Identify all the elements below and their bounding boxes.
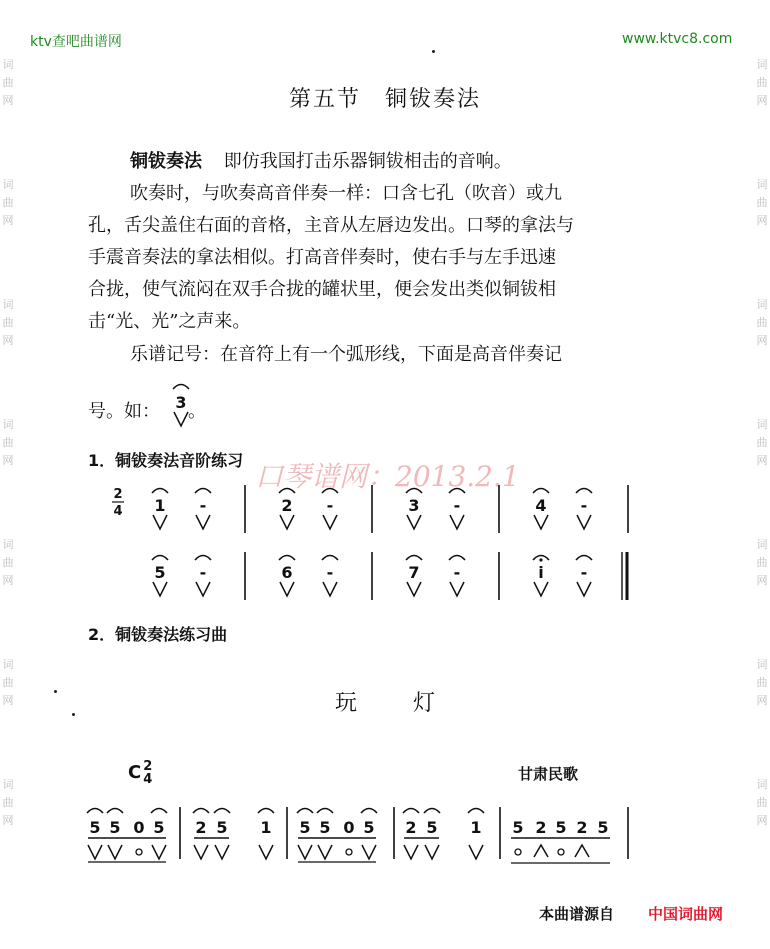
sidebar-glyph: 曲 <box>2 316 14 329</box>
sidebar-glyph: 网 <box>2 814 14 827</box>
song-v-mark <box>362 845 376 859</box>
song-v-mark <box>425 845 439 859</box>
header-right-site: www.ktvc8.com <box>622 31 733 47</box>
song-v-mark <box>152 845 166 859</box>
sidebar-glyph: 曲 <box>2 796 14 809</box>
sidebar-glyph: 网 <box>2 214 14 227</box>
sidebar-glyph: 词 <box>2 58 14 71</box>
ex1-row1-note: - <box>453 496 461 515</box>
footer-site: 中国词曲网 <box>648 905 724 923</box>
example-prefix: 号。如： <box>88 401 160 422</box>
sidebar-glyph: 曲 <box>756 556 768 569</box>
term-label: 铜钹奏法 <box>130 151 202 172</box>
ex1-high-dot <box>539 558 542 561</box>
ex1-row2-v-mark <box>280 582 294 596</box>
ex1-row1-arc <box>152 489 168 494</box>
ex1-row2-v-mark <box>407 582 421 596</box>
song-v-mark <box>469 845 483 859</box>
sidebar-glyph: 网 <box>756 814 768 827</box>
ex1-row1-v-mark <box>577 515 591 529</box>
ex1-row2-note: 7 <box>408 563 420 582</box>
ex1-row1-note: 2 <box>281 496 293 515</box>
song-note: 0 <box>343 818 355 837</box>
sidebar-glyph: 网 <box>756 214 768 227</box>
example-v-mark <box>174 412 188 426</box>
song-source: 甘肃民歌 <box>518 765 579 783</box>
body-line-1: 吹奏时，与吹奏高音伴奏一样：口含七孔（吹音）或九 <box>130 183 562 204</box>
song-note: 2 <box>576 818 588 837</box>
song-note: 5 <box>597 818 609 837</box>
song-arc <box>361 809 377 814</box>
ex1-row2-arc <box>322 556 338 561</box>
footer-prefix: 本曲谱源自 <box>539 905 615 923</box>
sidebar-glyph: 网 <box>2 334 14 347</box>
sidebar-glyph: 词 <box>2 178 14 191</box>
sidebar-glyph: 曲 <box>2 676 14 689</box>
song-time-signature: 2 4 <box>143 759 153 787</box>
body-line-6: 乐谱记号：在音符上有一个弧形线，下面是高音伴奏记 <box>130 344 562 365</box>
sidebar-glyph: 词 <box>2 418 14 431</box>
song-arc <box>107 809 123 814</box>
ex1-row2-v-mark <box>323 582 337 596</box>
ex1-row1-v-mark <box>407 515 421 529</box>
ex1-time-bottom: 4 <box>113 504 123 519</box>
ex1-row2-note: - <box>453 563 461 582</box>
ex1-row2-arc <box>406 556 422 561</box>
song-note: 5 <box>555 818 567 837</box>
sidebar-glyph: 网 <box>756 454 768 467</box>
sidebar-glyph: 词 <box>756 178 768 191</box>
sidebar-glyph: 词 <box>2 298 14 311</box>
song-arc <box>317 809 333 814</box>
ex1-row1-arc <box>322 489 338 494</box>
sidebar-glyph: 曲 <box>756 316 768 329</box>
ex1-row1-arc <box>533 489 549 494</box>
song-note: 5 <box>319 818 331 837</box>
sidebar-glyph: 网 <box>2 94 14 107</box>
song-note: 5 <box>363 818 375 837</box>
sidebar-glyph: 词 <box>756 418 768 431</box>
song-caret-mark <box>575 845 589 857</box>
sidebar-glyph: 曲 <box>756 676 768 689</box>
example-arc <box>173 385 189 390</box>
ex1-row2-v-mark <box>196 582 210 596</box>
song-note: 5 <box>89 818 101 837</box>
song-arc <box>403 809 419 814</box>
ex1-row1-v-mark <box>323 515 337 529</box>
song-note: 2 <box>535 818 547 837</box>
sidebar-glyph: 网 <box>2 454 14 467</box>
song-arc <box>214 809 230 814</box>
ex1-row1-arc <box>576 489 592 494</box>
song-v-mark <box>88 845 102 859</box>
sidebar-glyph: 词 <box>756 538 768 551</box>
sidebar-glyph: 词 <box>2 658 14 671</box>
exercise1-heading: 1．铜钹奏法音阶练习 <box>88 451 244 470</box>
ex1-row1-v-mark <box>450 515 464 529</box>
sidebar-glyph: 曲 <box>2 76 14 89</box>
ex1-row2-v-mark <box>534 582 548 596</box>
sidebar-glyph: 网 <box>756 694 768 707</box>
ex1-row1-note: 3 <box>408 496 420 515</box>
song-note: 1 <box>260 818 272 837</box>
ex1-row2-note: - <box>580 563 588 582</box>
body-line-3: 手震音奏法的拿法相似。打高音伴奏时，使右手与左手迅速 <box>88 247 556 268</box>
sidebar-glyph: 曲 <box>756 436 768 449</box>
song-v-mark <box>298 845 312 859</box>
ex1-row1-arc <box>449 489 465 494</box>
sidebar-glyph: 词 <box>756 298 768 311</box>
sidebar-glyph: 词 <box>2 778 14 791</box>
song-note: 5 <box>299 818 311 837</box>
song-v-mark <box>215 845 229 859</box>
song-note: 5 <box>512 818 524 837</box>
song-circle-mark <box>558 849 564 855</box>
ex1-row1-note: 4 <box>535 496 547 515</box>
ex1-row2-v-mark <box>153 582 167 596</box>
sidebar-glyph: 曲 <box>756 196 768 209</box>
ex1-row2-arc <box>576 556 592 561</box>
body-line-5: 击“光、光”之声来。 <box>88 311 251 332</box>
ex1-time-top: 2 <box>113 487 123 502</box>
ex1-row2-arc <box>279 556 295 561</box>
ex1-row2-arc <box>152 556 168 561</box>
watermark-text: 口琴谱网：2013.2.1 <box>255 460 520 493</box>
example-suffix: 。 <box>188 401 206 422</box>
sidebar-glyph: 网 <box>2 574 14 587</box>
exercise2-heading: 2．铜钹奏法练习曲 <box>88 625 228 644</box>
song-circle-mark <box>515 849 521 855</box>
ex1-row2-arc <box>449 556 465 561</box>
song-v-mark <box>259 845 273 859</box>
song-arc <box>193 809 209 814</box>
sidebar-glyph: 词 <box>756 58 768 71</box>
song-v-mark <box>318 845 332 859</box>
song-arc <box>258 809 274 814</box>
song-circle-mark <box>346 849 352 855</box>
song-note: 2 <box>405 818 417 837</box>
ex1-row2-note: 5 <box>154 563 166 582</box>
body-line-4: 合拢，使气流闷在双手合拢的罐状里，便会发出类似铜钹相 <box>88 279 556 300</box>
ex1-row1-note: - <box>326 496 334 515</box>
ex1-row1-note: 1 <box>154 496 166 515</box>
song-note: 5 <box>426 818 438 837</box>
body-line-2: 孔，舌尖盖住右面的音格，主音从左唇边发出。口琴的拿法与 <box>88 215 574 236</box>
ex1-row2-note: - <box>199 563 207 582</box>
ex1-row1-v-mark <box>196 515 210 529</box>
sidebar-glyph: 曲 <box>2 556 14 569</box>
section-title: 第五节 铜钹奏法 <box>288 87 481 112</box>
song-v-mark <box>404 845 418 859</box>
song-title: 玩灯 <box>334 691 491 716</box>
example-note: 3 <box>175 393 187 412</box>
sidebar-glyph: 曲 <box>2 196 14 209</box>
ex1-row1-arc <box>406 489 422 494</box>
sidebar-glyph: 词 <box>756 658 768 671</box>
ex1-row2-arc <box>195 556 211 561</box>
song-caret-mark <box>534 845 548 857</box>
song-note: 0 <box>133 818 145 837</box>
ex1-row2-note: 6 <box>281 563 293 582</box>
song-arc <box>151 809 167 814</box>
song-note: 5 <box>216 818 228 837</box>
song-note: 5 <box>153 818 165 837</box>
song-v-mark <box>194 845 208 859</box>
ex1-row1-arc <box>279 489 295 494</box>
ex1-row2-note: - <box>326 563 334 582</box>
song-circle-mark <box>136 849 142 855</box>
sidebar-glyph: 曲 <box>2 436 14 449</box>
song-arc <box>297 809 313 814</box>
song-arc <box>87 809 103 814</box>
song-note: 2 <box>195 818 207 837</box>
ex1-row1-arc <box>195 489 211 494</box>
sidebar-glyph: 网 <box>2 694 14 707</box>
song-arc <box>424 809 440 814</box>
song-arc <box>468 809 484 814</box>
ex1-row1-v-mark <box>534 515 548 529</box>
ex1-row2-v-mark <box>577 582 591 596</box>
sidebar-glyph: 网 <box>756 94 768 107</box>
sidebar-glyph: 网 <box>756 334 768 347</box>
song-note: 1 <box>470 818 482 837</box>
ex1-row2-note: i <box>538 563 544 582</box>
song-note: 5 <box>109 818 121 837</box>
ex1-row1-note: - <box>580 496 588 515</box>
ex1-row1-v-mark <box>280 515 294 529</box>
term-definition: 即仿我国打击乐器铜钹相击的音响。 <box>223 151 512 172</box>
ex1-row1-v-mark <box>153 515 167 529</box>
sidebar-glyph: 曲 <box>756 76 768 89</box>
sidebar-glyph: 词 <box>2 538 14 551</box>
sidebar-glyph: 词 <box>756 778 768 791</box>
header-left-site: ktv查吧曲谱网 <box>30 34 122 50</box>
sidebar-glyph: 网 <box>756 574 768 587</box>
key-letter: C <box>128 762 142 783</box>
ex1-row2-v-mark <box>450 582 464 596</box>
ex1-row1-note: - <box>199 496 207 515</box>
song-v-mark <box>108 845 122 859</box>
sidebar-glyph: 曲 <box>756 796 768 809</box>
